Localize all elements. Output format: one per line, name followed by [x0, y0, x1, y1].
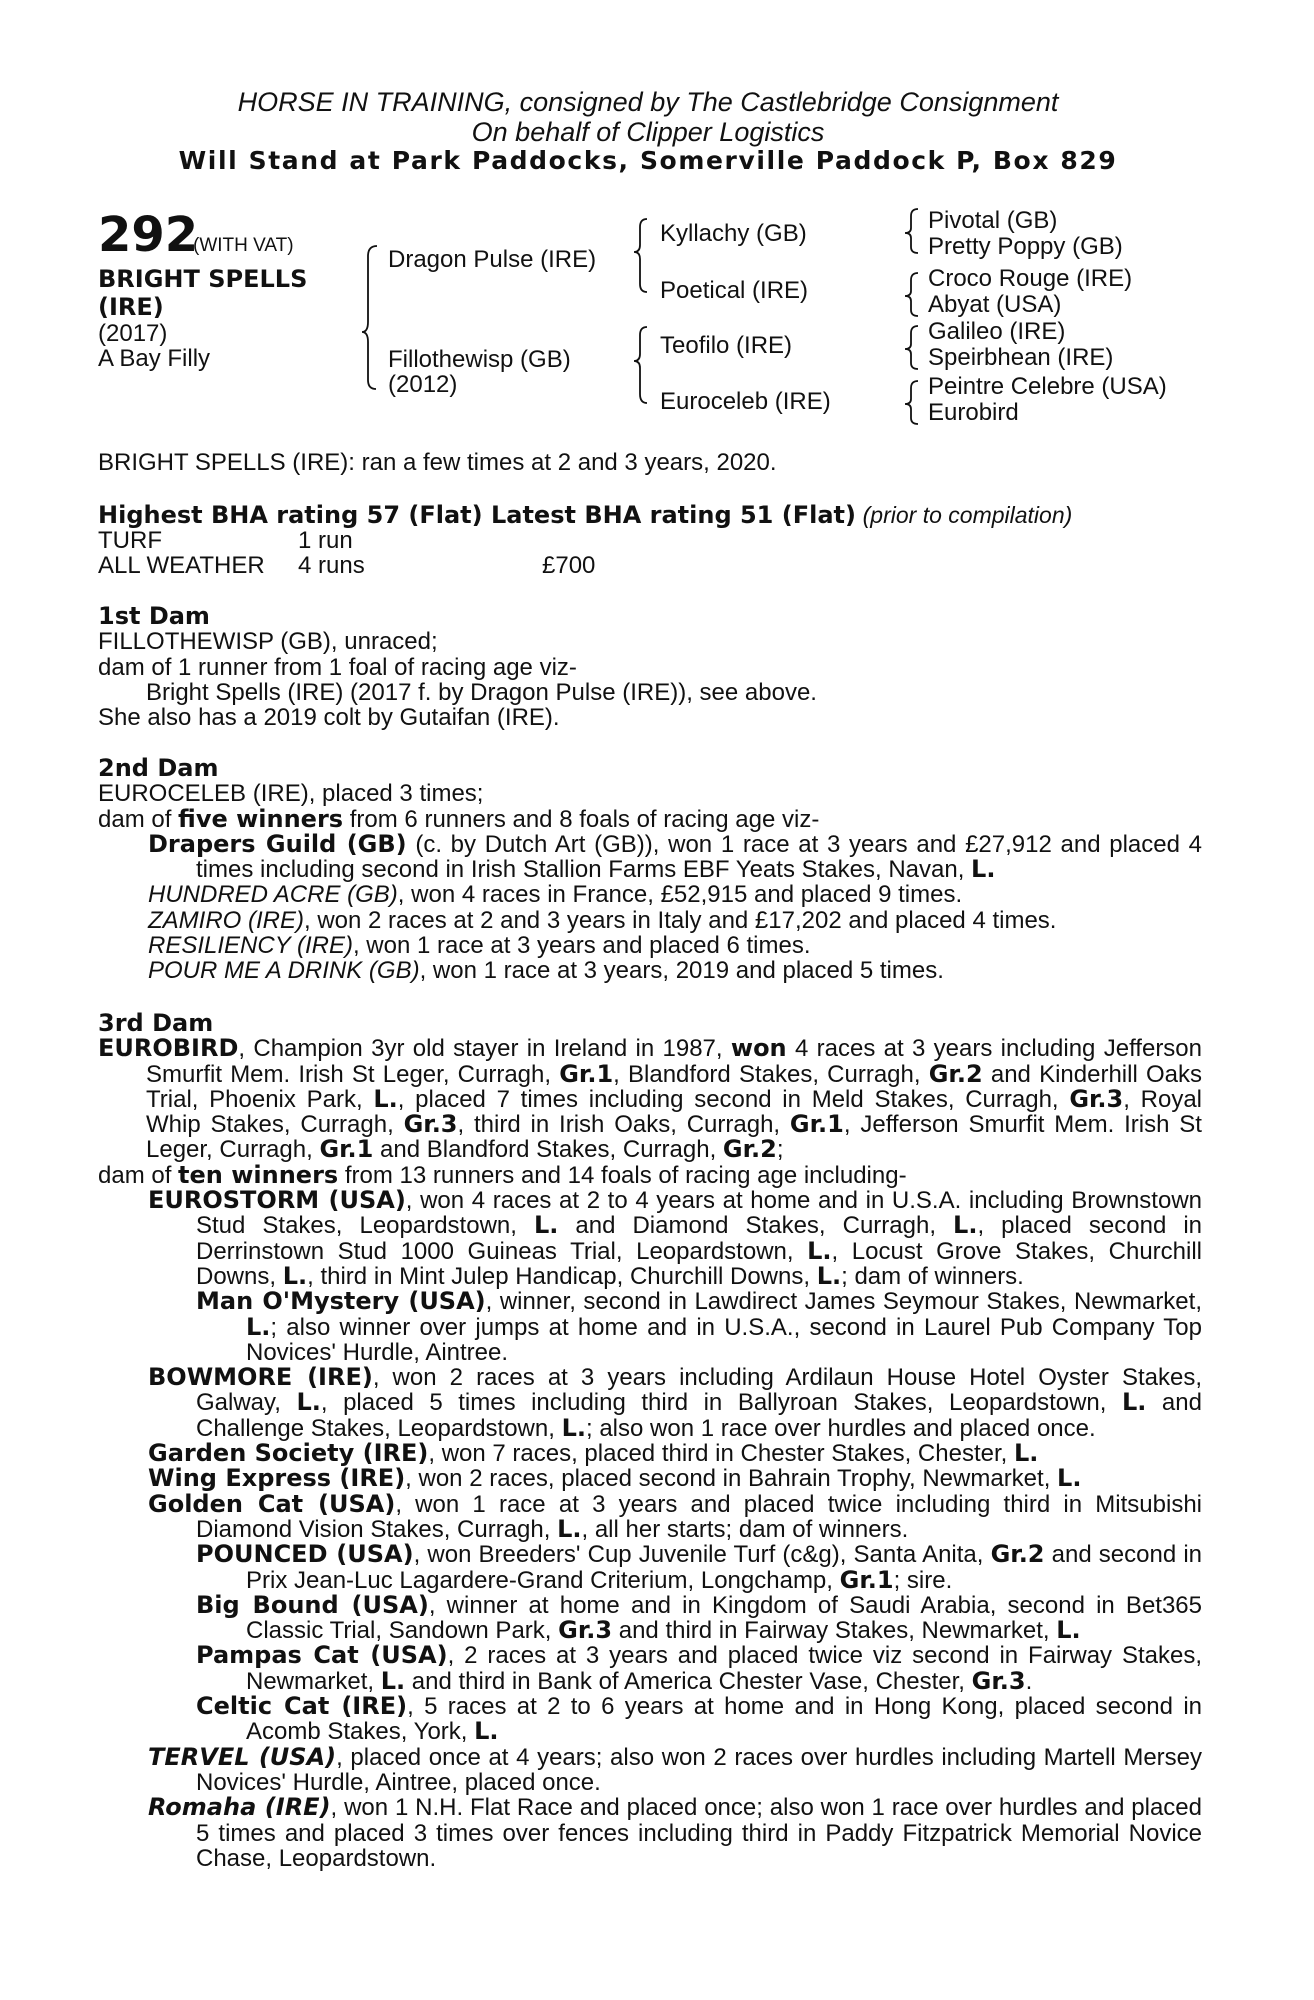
race-record-table	[98, 528, 595, 578]
first-dam-line: FILLOTHEWISP (GB), unraced;	[98, 628, 438, 656]
bracket-parents	[362, 246, 377, 389]
surface-cell: TURF	[98, 527, 162, 554]
great-grandparent-3: Croco Rouge (IRE)	[928, 265, 1133, 292]
great-grandparent-1: Pivotal (GB)	[928, 207, 1058, 234]
third-dam-grandproduce: POUNCED (USA), won Breeders' Cup Juvenile Turf (c&g), Santa Anita, Gr.2 and second in Prix Jean-Luc Lagardere-Grand Criterium, Longchamp, Gr.1; sire.	[196, 1540, 1202, 1594]
great-grandparent-6: Speirbhean (IRE)	[928, 344, 1114, 371]
horse-name-country: (IRE)	[98, 293, 164, 321]
first-dam-line: dam of 1 runner from 1 foal of racing age viz-	[98, 653, 577, 681]
sire-dam: Poetical (IRE)	[660, 277, 809, 304]
foaling-year: (2017)	[98, 320, 168, 347]
runs-cell: 1 run	[298, 527, 353, 554]
dam-dam: Euroceleb (IRE)	[660, 388, 831, 415]
race-summary: BRIGHT SPELLS (IRE): ran a few times at 2 and 3 years, 2020.	[98, 449, 777, 476]
great-grandparent-8: Eurobird	[928, 399, 1019, 426]
third-dam-produce: Romaha (IRE), won 1 N.H. Flat Race and placed once; also won 1 race over hurdles and placed 5 times and placed 3 times over fences including third in Paddy Fitzpatrick Memorial Novice Chase, Leopardstown.	[148, 1793, 1203, 1872]
third-dam-grandproduce: Big Bound (USA), winner at home and in Kingdom of Saudi Arabia, second in Bet365 Classic Trial, Sandown Park, Gr.3 and third in Fairway Stakes, Newmarket, L.	[196, 1590, 1203, 1645]
second-dam-produce: RESILIENCY (IRE), won 1 race at 3 years and placed 6 times.	[148, 932, 811, 960]
great-grandparent-7: Peintre Celebre (USA)	[928, 373, 1167, 400]
second-dam-produce: POUR ME A DRINK (GB), won 1 race at 3 years, 2019 and placed 5 times.	[148, 957, 944, 985]
earnings-cell: £700	[542, 552, 596, 579]
earnings-cell	[542, 528, 595, 553]
bha-ratings	[98, 502, 1072, 529]
surface-cell: ALL WEATHER	[98, 552, 265, 579]
bracket-dam-line	[634, 327, 647, 403]
horse-description: A Bay Filly	[98, 345, 211, 372]
great-grandparent-4: Abyat (USA)	[928, 291, 1062, 318]
second-dam-section	[98, 756, 1202, 984]
third-dam-grandproduce: Celtic Cat (IRE), 5 races at 2 to 6 years at home and in Hong Kong, placed second in Acomb Stakes, York, L.	[196, 1692, 1203, 1746]
bracket-sire-line	[634, 219, 647, 292]
runs-cell: 4 runs	[298, 552, 365, 579]
bha-ratings-heading: Highest BHA rating 57 (Flat) Latest BHA rating 51 (Flat)	[98, 501, 856, 529]
horse-name: BRIGHT SPELLS	[98, 265, 308, 293]
table-row	[98, 528, 595, 553]
first-dam-line: She also has a 2019 colt by Gutaifan (IRE).	[98, 704, 560, 732]
third-dam-heading: 3rd Dam	[98, 1009, 214, 1037]
second-dam-produce: ZAMIRO (IRE), won 2 races at 2 and 3 years in Italy and £17,202 and placed 4 times.	[148, 906, 1057, 934]
bha-ratings-note: (prior to compilation)	[862, 502, 1073, 528]
lot-number: 292	[98, 207, 199, 263]
third-dam-grandproduce: Pampas Cat (USA), 2 races at 3 years and placed twice viz second in Fairway Stakes, Newmarket, L. and third in Bank of America Chester Vase, Chester, Gr.3.	[196, 1641, 1202, 1695]
first-dam-heading: 1st Dam	[98, 602, 210, 630]
second-dam-produce: HUNDRED ACRE (GB), won 4 races in France, £52,915 and placed 9 times.	[148, 881, 963, 909]
on-behalf-line: On behalf of Clipper Logistics	[471, 117, 825, 147]
first-dam-section	[98, 604, 1202, 730]
third-dam-intro: EUROBIRD, Champion 3yr old stayer in Ireland in 1987, won 4 races at 3 years including Jefferson Smurfit Mem. Irish St Leger, Curragh, Gr.1, Blandford Stakes, Curragh, Gr.2 and Kinderhill Oaks Trial, Phoenix Park, L., placed 7 times including second in Meld Stakes, Curragh, Gr.3, Royal Whip Stakes, Curragh, Gr.3, third in Irish Oaks, Curragh, Gr.1, Jefferson Smurfit Mem. Irish St Leger, Curragh, Gr.1 and Blandford Stakes, Curragh, Gr.2;	[98, 1034, 1203, 1164]
dam: Fillothewisp (GB)	[388, 346, 571, 373]
second-dam-line: EUROCELEB (IRE), placed 3 times;	[98, 780, 484, 808]
third-dam-line: dam of ten winners from 13 runners and 14 foals of racing age including-	[98, 1160, 907, 1189]
sire: Dragon Pulse (IRE)	[388, 246, 597, 273]
vat-note: (WITH VAT)	[193, 235, 294, 256]
dam-year: (2012)	[388, 371, 458, 398]
third-dam-produce: BOWMORE (IRE), won 2 races at 3 years including Ardilaun House Hotel Oyster Stakes, Galway, L., placed 5 times including third in Ballyroan Stakes, Leopardstown, L. and Challenge Stakes, Leopardstown, L.; also won 1 race over hurdles and placed once.	[148, 1363, 1202, 1442]
third-dam-produce: TERVEL (USA), placed once at 4 years; also won 2 races over hurdles including Martell Mersey Novices' Hurdle, Aintree, placed once.	[148, 1742, 1203, 1796]
great-grandparent-5: Galileo (IRE)	[928, 318, 1066, 345]
third-dam-produce: Golden Cat (USA), won 1 race at 3 years and placed twice including third in Mitsubishi Diamond Vision Stakes, Curragh, L., all her starts; dam of winners.	[148, 1489, 1202, 1543]
sire-sire: Kyllachy (GB)	[660, 220, 807, 247]
dam-sire: Teofilo (IRE)	[660, 332, 793, 359]
great-grandparent-2: Pretty Poppy (GB)	[928, 233, 1123, 260]
second-dam-produce: Drapers Guild (GB) (c. by Dutch Art (GB)), won 1 race at 3 years and £27,912 and placed 4 times including second in Irish Stallion Farms EBF Yeats Stakes, Navan, L.	[148, 829, 1203, 884]
stand-location-line: Will Stand at Park Paddocks, Somerville Paddock P, Box 829	[178, 146, 1118, 175]
third-dam-grandproduce: Man O'Mystery (USA), winner, second in Lawdirect James Seymour Stakes, Newmarket, L.; also winner over jumps at home and in U.S.A., second in Laurel Pub Company Top Novices' Hurdle, Aintree.	[196, 1287, 1202, 1366]
consignor-line: HORSE IN TRAINING, consigned by The Castlebridge Consignment	[237, 87, 1059, 117]
third-dam-produce: Garden Society (IRE), won 7 races, placed third in Chester Stakes, Chester, L.	[148, 1439, 1039, 1468]
first-dam-produce: Bright Spells (IRE) (2017 f. by Dragon Pulse (IRE)), see above.	[146, 678, 817, 706]
second-dam-line: dam of five winners from 6 runners and 8 foals of racing age viz-	[98, 804, 820, 833]
second-dam-heading: 2nd Dam	[98, 754, 219, 782]
third-dam-section	[98, 1011, 1202, 1871]
third-dam-produce: Wing Express (IRE), won 2 races, placed second in Bahrain Trophy, Newmarket, L.	[148, 1464, 1082, 1493]
third-dam-produce: EUROSTORM (USA), won 4 races at 2 to 4 years at home and in U.S.A. including Brownstown Stud Stakes, Leopardstown, L. and Diamond Stakes, Curragh, L., placed second in Derrinstown Stud 1000 Guineas Trial, Leopardstown, L., Locust Grove Stakes, Churchill Downs, L., third in Mint Julep Handicap, Churchill Downs, L.; dam of winners.	[148, 1186, 1203, 1290]
table-row	[98, 553, 595, 578]
